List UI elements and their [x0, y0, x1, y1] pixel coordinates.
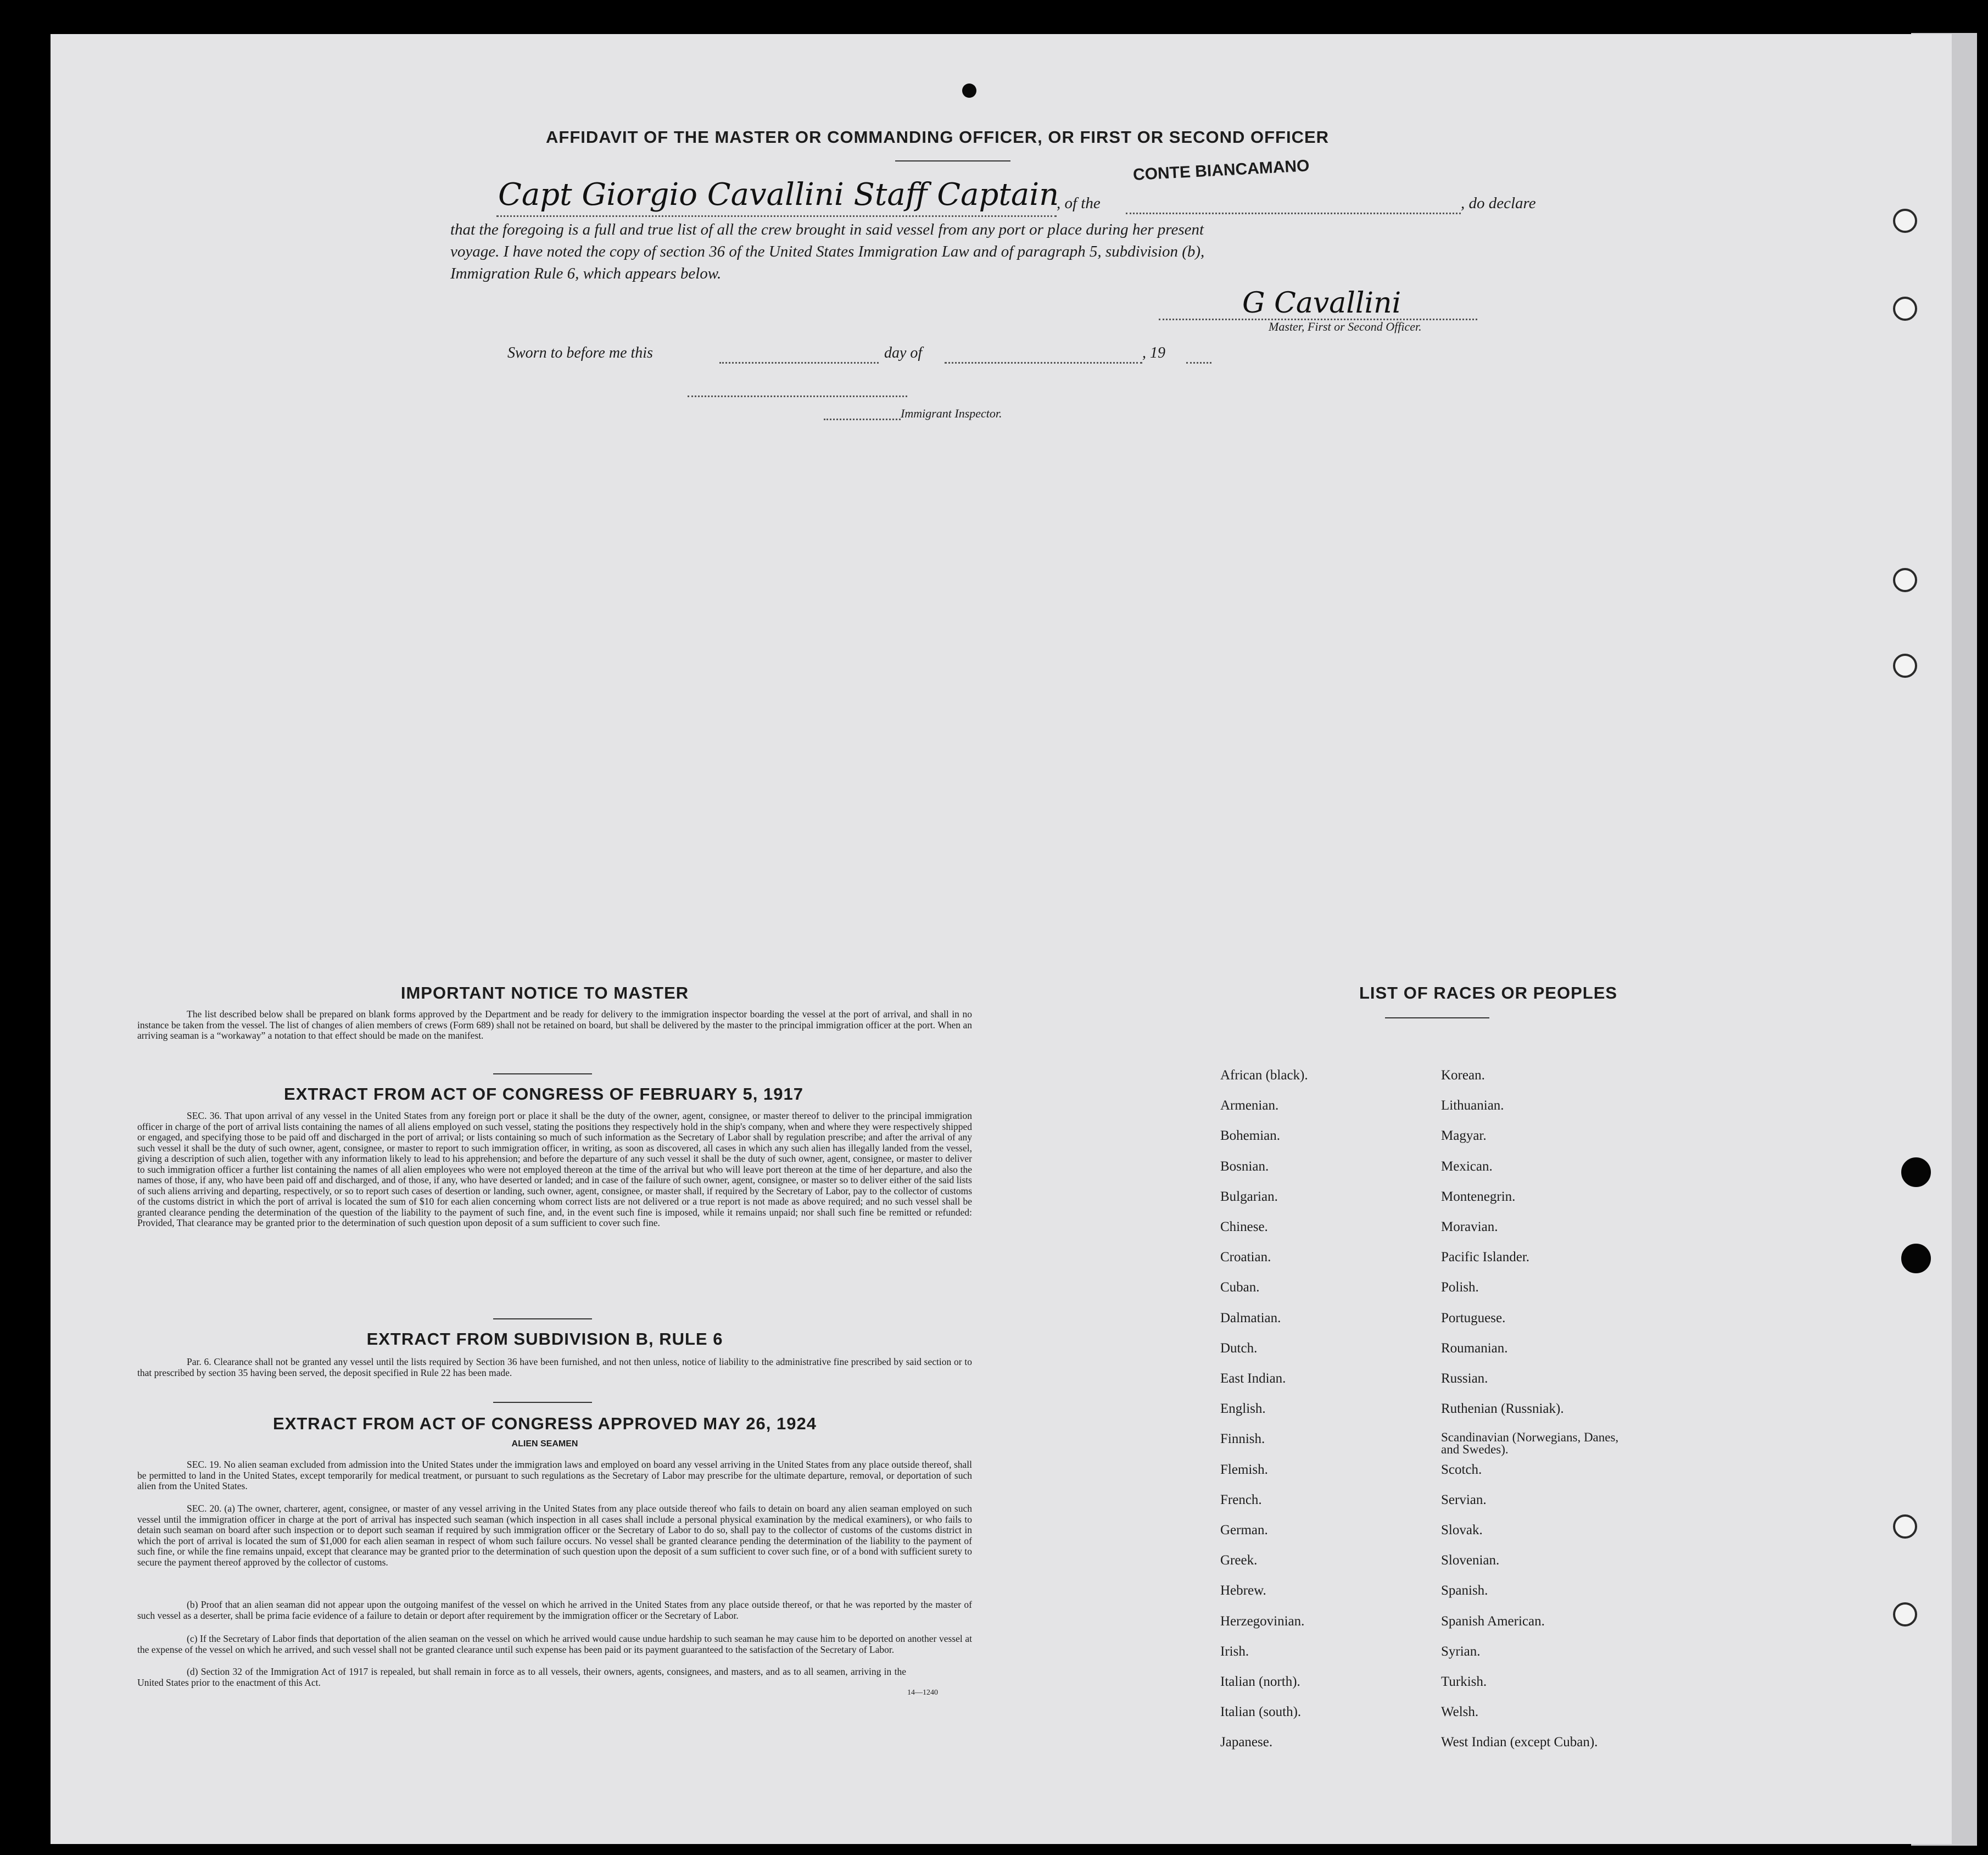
affidavit-body-line-3: Immigration Rule 6, which appears below.: [450, 265, 722, 282]
race-item: Russian.: [1441, 1371, 1488, 1386]
race-item: Moravian.: [1441, 1219, 1498, 1234]
document-page: [51, 34, 1952, 1844]
do-declare-label: , do declare: [1461, 194, 1536, 212]
race-item: Montenegrin.: [1441, 1189, 1516, 1204]
notice-text: The list described below shall be prepared on blank forms approved by the Department and be ready for delivery to the immigration inspector boarding the vessel at the port of arrival, and shall in no instance be taken from the vessel. The list of changes of alien members of crews (Form 689) shall not be retained on board, but shall be delivered by the master to the principal immigration officer at the port. When an arriving seaman is a “workaway” a notation to that effect should be made on the manifest.: [137, 1009, 972, 1041]
race-item: Chinese.: [1220, 1219, 1268, 1234]
punch-hole: [1893, 1602, 1917, 1626]
vessel-name-stamp: CONTE BIANCAMANO: [1132, 157, 1310, 185]
section-rule: [493, 1073, 592, 1074]
race-item: Roumanian.: [1441, 1341, 1508, 1356]
race-item: Japanese.: [1220, 1735, 1273, 1750]
extract-rule6-text: Par. 6. Clearance shall not be granted any vessel until the lists required by Section 36 have been furnished, and not then unless, notice of liability to the administrative fine prescribed by said section or to that prescribed by section 35 having been served, the deposit specified in Rule 22 has been made.: [137, 1356, 972, 1378]
race-item: Korean.: [1441, 1068, 1485, 1083]
extract-1924-title: EXTRACT FROM ACT OF CONGRESS APPROVED MAY 26, 1924: [273, 1414, 817, 1433]
extract-1924-sec20c: (c) If the Secretary of Labor finds that deportation of the alien seaman on the vessel on which he arrived would cause undue hardship to such seaman he may cause him to be deported on another vessel at the expense of the vessel on which he arrived, and such vessel shall not be granted clearance until such expense has been paid or its payment guaranteed to the satisfaction of the Secretary of Labor.: [137, 1633, 972, 1655]
master-signature: G Cavallini: [1242, 287, 1401, 320]
race-item: Turkish.: [1441, 1674, 1487, 1689]
punch-hole: [1901, 1244, 1931, 1273]
signature-caption: Master, First or Second Officer.: [1269, 320, 1422, 333]
race-item: African (black).: [1220, 1068, 1308, 1083]
punch-hole: [1901, 1157, 1931, 1187]
punch-hole: [1893, 1514, 1917, 1539]
sworn-year-line: [1186, 362, 1211, 364]
race-item: West Indian (except Cuban).: [1441, 1735, 1598, 1750]
race-item: Armenian.: [1220, 1098, 1279, 1113]
race-item: Dalmatian.: [1220, 1311, 1281, 1325]
race-item: Lithuanian.: [1441, 1098, 1504, 1113]
day-of-label: day of: [884, 344, 923, 361]
race-item: Bohemian.: [1220, 1128, 1281, 1143]
extract-1924-sec20b: (b) Proof that an alien seaman did not appear upon the outgoing manifest of the vessel on which he arrived in the United States from any place outside thereof, or that he was reported by the master of such vessel as a deserter, shall be prima facie evidence of a failure to detain or deport after requirement by the immigration officer or the Secretary of Labor.: [137, 1599, 972, 1621]
section-rule: [493, 1402, 592, 1403]
race-item: Welsh.: [1441, 1704, 1479, 1719]
inspector-sub-line: [824, 419, 901, 420]
extract-1917-text: SEC. 36. That upon arrival of any vessel in the United States from any foreign port or place it shall be the duty of the owner, agent, consignee, or master thereof to deliver to the principal immigration officer in charge of the port of arrival lists containing the names of all aliens employed on such vessel, stating the positions they respectively hold in the ship's company, when and where they were respectively shipped or engaged, and specifying those to be paid off and discharged in the port of arrival; or lists containing so much of such information as the Secretary of Labor shall by regulation prescribe; and after the arrival of any such vessel it shall be the duty of such owner, agent, consignee, or master to report to such immigration officer, in writing, as soon as discovered, all cases in which any such alien has illegally landed from the vessel, giving a description of such alien, together with any information likely to lead to his apprehension; and before the departure of any such vessel it shall be the duty of such owner, agent, consignee, or master to deliver to such immigration officer a further list containing the names of all alien employees who were not employed thereon at the time of the arrival but who will leave port thereon at the time of her departure, and also the names of those, if any, who have been paid off and discharged, and of those, if any, who have deserted or landed; and in case of the failure of such owner, agent, consignee, or master so to deliver either of the said lists of such aliens arriving and departing, respectively, or so to report such cases of desertion or landing, such owner, agent, consignee, or master shall, if required by the Secretary of Labor, pay to the collector of customs of the customs district in which the port of arrival is located the sum of $10 for each alien concerning whom correct lists are not delivered or a true report is not made as above required; and no such vessel shall be granted clearance pending the determination of the question of the liability to the payment of such fine, and, in the event such fine is imposed, while it remains unpaid; nor shall such fine be remitted or refunded: Provided, That clearance may be granted prior to the determination of such question upon deposit of a sum sufficient to cover such fine.: [137, 1110, 972, 1228]
sworn-label: Sworn to before me this: [507, 344, 653, 361]
race-item: Cuban.: [1220, 1280, 1260, 1295]
race-item: Mexican.: [1441, 1159, 1493, 1174]
title-rule: [895, 160, 1010, 161]
declarant-line: [496, 215, 1057, 217]
race-item: Irish.: [1220, 1644, 1249, 1659]
affidavit-body-line-2: voyage. I have noted the copy of section 36 of the United States Immigration Law and of paragraph 5, subdivision (b),: [450, 243, 1205, 260]
race-item: Servian.: [1441, 1492, 1487, 1507]
form-number: 14—1240: [907, 1689, 938, 1697]
extract-1917-title: EXTRACT FROM ACT OF CONGRESS OF FEBRUARY 5, 1917: [284, 1084, 803, 1104]
extract-rule6-title: EXTRACT FROM SUBDIVISION B, RULE 6: [366, 1329, 723, 1349]
sworn-day-line: [719, 362, 879, 364]
alien-seamen-subtitle: ALIEN SEAMEN: [511, 1439, 578, 1449]
race-item: Spanish.: [1441, 1583, 1488, 1598]
race-item: Spanish American.: [1441, 1614, 1545, 1629]
punch-hole: [1893, 209, 1917, 233]
sworn-month-line: [945, 362, 1142, 364]
affidavit-title: AFFIDAVIT OF THE MASTER OR COMMANDING OFFICER, OR FIRST OR SECOND OFFICER: [546, 127, 1330, 147]
race-item: Hebrew.: [1220, 1583, 1266, 1598]
binding-hole: [962, 83, 976, 98]
punch-hole: [1893, 568, 1917, 592]
race-item: Bosnian.: [1220, 1159, 1269, 1174]
declarant-handwriting: Capt Giorgio Cavallini Staff Captain: [498, 177, 1059, 213]
race-item: Pacific Islander.: [1441, 1250, 1530, 1264]
of-the-label: , of the: [1057, 194, 1101, 212]
extract-1924-sec20d: (d) Section 32 of the Immigration Act of 1917 is repealed, but shall remain in force as to all vessels, their owners, agents, consignees, and masters, and as to all seamen, arriving in the United States prior to the enactment of this Act.: [137, 1666, 906, 1688]
section-rule: [493, 1318, 592, 1319]
inspector-line: [688, 395, 907, 397]
race-item: Magyar.: [1441, 1128, 1487, 1143]
notice-title: IMPORTANT NOTICE TO MASTER: [400, 983, 689, 1002]
race-item: Slovak.: [1441, 1523, 1483, 1538]
race-item: Greek.: [1220, 1553, 1258, 1568]
inspector-caption: Immigrant Inspector.: [901, 406, 1002, 420]
races-title: LIST OF RACES OR PEOPLES: [1359, 983, 1618, 1002]
race-item: Bulgarian.: [1220, 1189, 1278, 1204]
race-item: Scandinavian (Norwegians, Danes, and Swedes).: [1441, 1430, 1619, 1456]
punch-hole: [1893, 297, 1917, 321]
race-item: Slovenian.: [1441, 1553, 1500, 1568]
race-item: Flemish.: [1220, 1462, 1268, 1477]
affidavit-body-line-1: that the foregoing is a full and true list of all the crew brought in said vessel from any port or place during her present: [450, 221, 1204, 238]
races-title-rule: [1385, 1017, 1489, 1018]
race-item: Italian (south).: [1220, 1704, 1302, 1719]
race-item: Polish.: [1441, 1280, 1479, 1295]
year-label: , 19: [1142, 344, 1165, 361]
vessel-line: [1126, 213, 1461, 214]
race-item: Syrian.: [1441, 1644, 1481, 1659]
extract-1924-sec20a: SEC. 20. (a) The owner, charterer, agent, consignee, or master of any vessel arriving in the United States from any place outside thereof who fails to detain on board any alien seaman employed on such vessel until the immigration officer in charge at the port of arrival has inspected such seaman (which inspection in all cases shall include a personal physical examination by the medical examiners), or who fails to detain such seaman on board after such inspection or to deport such seaman if required by such immigration officer or the Secretary of Labor to do so, shall pay to the collector of customs of the customs district in which the port of arrival is located the sum of $1,000 for each alien seaman in respect of whom such failure occurs. No vessel shall be granted clearance pending the determination of the liability to the payment of such fine, or while the fine remains unpaid, except that clearance may be granted prior to the determination of such question upon the deposit of a sum sufficient to cover such fine, or of a bond with sufficient surety to secure the payment thereof approved by the collector of customs.: [137, 1503, 972, 1568]
race-item: English.: [1220, 1401, 1266, 1416]
race-item: Italian (north).: [1220, 1674, 1300, 1689]
race-item: Herzegovinian.: [1220, 1614, 1305, 1629]
race-item: Finnish.: [1220, 1431, 1265, 1446]
race-item: Ruthenian (Russniak).: [1441, 1401, 1564, 1416]
punch-hole: [1893, 654, 1917, 678]
race-item: Portuguese.: [1441, 1311, 1506, 1325]
race-item: German.: [1220, 1523, 1268, 1538]
race-item: Croatian.: [1220, 1250, 1271, 1264]
race-item: French.: [1220, 1492, 1262, 1507]
race-item: Scotch.: [1441, 1462, 1482, 1477]
race-item: Dutch.: [1220, 1341, 1258, 1356]
race-item: East Indian.: [1220, 1371, 1286, 1386]
extract-1924-sec19: SEC. 19. No alien seaman excluded from admission into the United States under the immigration laws and employed on board any vessel arriving in the United States from any place outside thereof, shall be permitted to land in the United States, except temporarily for medical treatment, or pursuant to such regulations as the Secretary of Labor may prescribe for the ultimate departure, removal, or deportation of such alien from the United States.: [137, 1459, 972, 1491]
